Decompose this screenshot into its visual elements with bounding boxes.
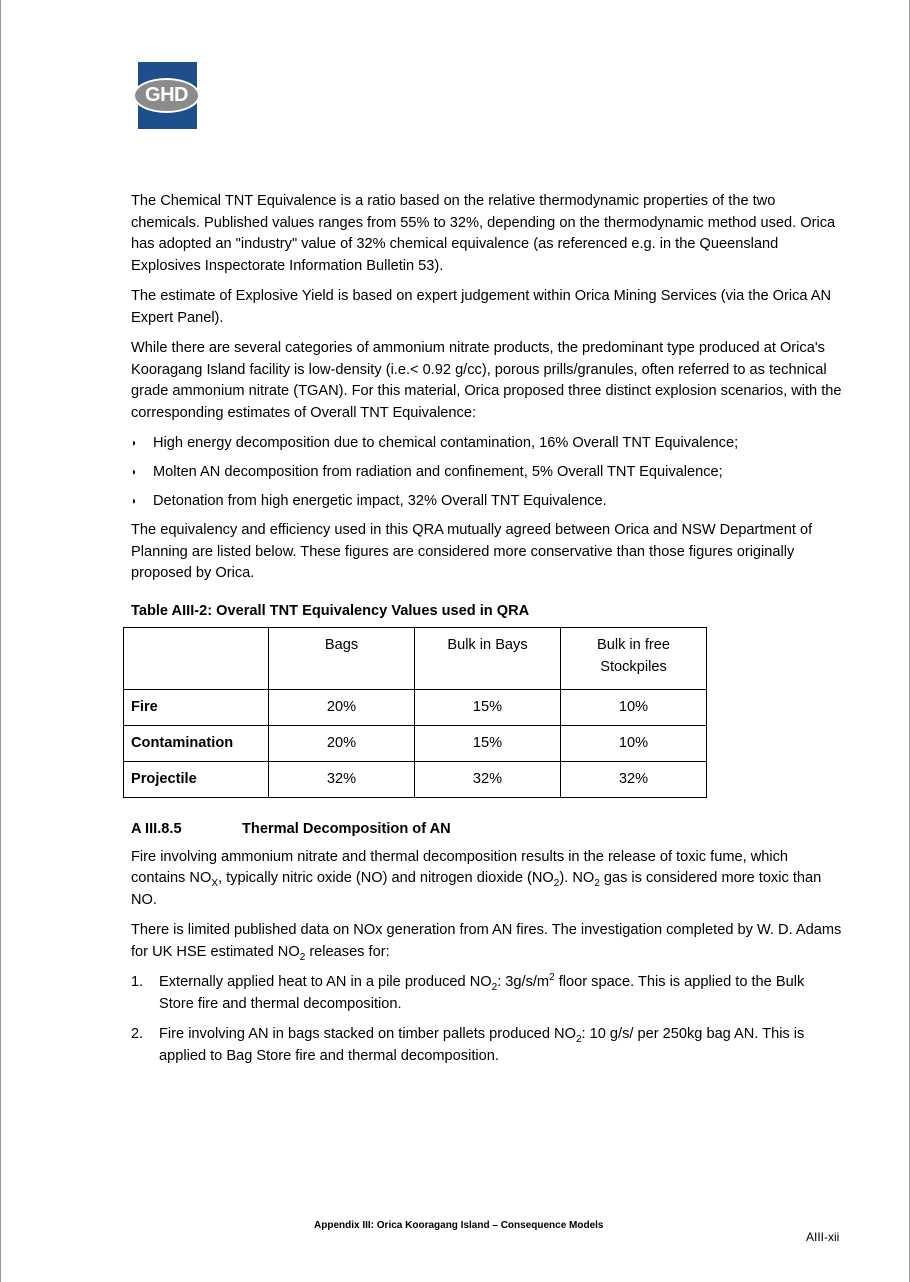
text-run: : 10 g/s/ per 250kg bag AN. This is applied to Bag Store fire and thermal decomposition. <box>159 1026 805 1064</box>
page-border-left <box>0 0 1 1282</box>
row-label: Fire <box>124 690 269 726</box>
row-label: Contamination <box>124 726 269 762</box>
bullet-icon: ◗ <box>131 496 138 507</box>
list-item <box>131 972 843 1015</box>
text-run: Fire involving ammonium nitrate and thermal decomposition results in the release of toxic fume, which contains NO <box>131 848 789 886</box>
bullet-text: High energy decomposition due to chemical contamination, 16% Overall TNT Equivalence; <box>153 435 739 451</box>
text-run: : 3g/s/m <box>497 974 550 990</box>
table-row <box>124 762 707 798</box>
text-run: Externally applied heat to AN in a pile produced NO <box>159 974 492 990</box>
section-heading <box>131 819 843 841</box>
section-number: A III.8.5 <box>131 821 182 837</box>
table-header-row <box>124 628 707 690</box>
text-run: gas is considered more toxic than NO. <box>131 870 822 908</box>
list-item <box>131 1024 843 1067</box>
list-number: 1. <box>131 974 144 990</box>
paragraph-tnt-equivalence: The Chemical TNT Equivalence is a ratio based on the relative thermodynamic properties of the two chemicals. Published values ranges from 55% to 32%, depending on the thermodynamic method used. Orica has adopted an "industry" value of 32% chemical equivalence (as referenced e.g. in the Queensland Explosives Inspectorate Information Bulletin 53). <box>131 193 836 274</box>
page-number: AIII-xii <box>806 1230 840 1244</box>
paragraph-thermal-decomposition <box>131 847 843 912</box>
table-cell: 15% <box>415 690 561 726</box>
table-cell: 15% <box>415 726 561 762</box>
table-cell: 32% <box>415 762 561 798</box>
subscript: 2 <box>553 877 560 889</box>
list-item <box>131 491 843 513</box>
subscript: 2 <box>491 981 498 993</box>
table-cell: 32% <box>269 762 415 798</box>
subscript: 2 <box>299 951 306 963</box>
tnt-equivalency-table <box>123 627 707 798</box>
header-cell-bulk-stockpiles: Bulk in free Stockpiles <box>561 628 707 690</box>
paragraph-equivalency: The equivalency and efficiency used in this QRA mutually agreed between Orica and NSW Department of Planning are listed below. These figures are considered more conservative than those figures originally proposed by Orica. <box>131 522 813 581</box>
table-cell: 20% <box>269 726 415 762</box>
bullet-icon: ◗ <box>131 438 138 449</box>
text-run: releases for: <box>305 943 390 960</box>
list-item <box>131 433 843 455</box>
row-label: Projectile <box>124 762 269 798</box>
table-row <box>124 690 707 726</box>
scenario-bullet-list <box>131 433 843 513</box>
bullet-icon: ◗ <box>131 467 138 478</box>
ghd-logo <box>138 62 197 129</box>
header-cell-bulk-bays: Bulk in Bays <box>415 628 561 690</box>
table-cell: 20% <box>269 690 415 726</box>
table-cell: 32% <box>561 762 707 798</box>
logo-oval <box>133 78 200 113</box>
list-number: 2. <box>131 1026 144 1042</box>
subscript: X <box>211 877 218 889</box>
paragraph-ammonium-nitrate: While there are several categories of ammonium nitrate products, the predominant type produced at Orica's Kooragang Island facility is low-density (i.e.< 0.92 g/cc), porous prills/granules, often referred to as technical grade ammonium nitrate (TGAN). For this material, Orica proposed three distinct explosion scenarios, with the corresponding estimates of Overall TNT Equivalence: <box>131 340 842 421</box>
header-cell-empty <box>124 628 269 690</box>
text-run: floor space. This is applied to the Bulk Store fire and thermal decomposition. <box>159 974 805 1012</box>
superscript: 2 <box>549 972 555 984</box>
section-title: Thermal Decomposition of AN <box>242 821 451 837</box>
table-caption: Table AIII-2: Overall TNT Equivalency Values used in QRA <box>131 602 530 619</box>
table-row <box>124 726 707 762</box>
paragraph-limited-data <box>131 920 843 963</box>
subscript: 2 <box>575 1033 582 1045</box>
bullet-text: Detonation from high energetic impact, 32% Overall TNT Equivalence. <box>153 493 607 509</box>
paragraph-explosive-yield: The estimate of Explosive Yield is based on expert judgement within Orica Mining Services (via the Orica AN Expert Panel). <box>131 288 832 326</box>
text-run: There is limited published data on NOx generation from AN fires. The investigation completed by W. D. Adams for UK HSE estimated NO <box>131 922 842 960</box>
subscript: 2 <box>594 877 600 889</box>
text-run: ). NO <box>559 870 595 886</box>
logo-text: GHD <box>145 84 188 106</box>
bullet-text: Molten AN decomposition from radiation and confinement, 5% Overall TNT Equivalence; <box>153 464 723 480</box>
numbered-list <box>131 972 843 1067</box>
document-body <box>131 191 843 1076</box>
table-cell: 10% <box>561 726 707 762</box>
text-run: Fire involving AN in bags stacked on timber pallets produced NO <box>159 1026 576 1042</box>
list-item <box>131 462 843 484</box>
text-run: , typically nitric oxide (NO) and nitrogen dioxide (NO <box>217 870 554 886</box>
header-cell-bags: Bags <box>269 628 415 690</box>
table-cell: 10% <box>561 690 707 726</box>
footer-title: Appendix III: Orica Kooragang Island – Consequence Models <box>314 1220 604 1231</box>
